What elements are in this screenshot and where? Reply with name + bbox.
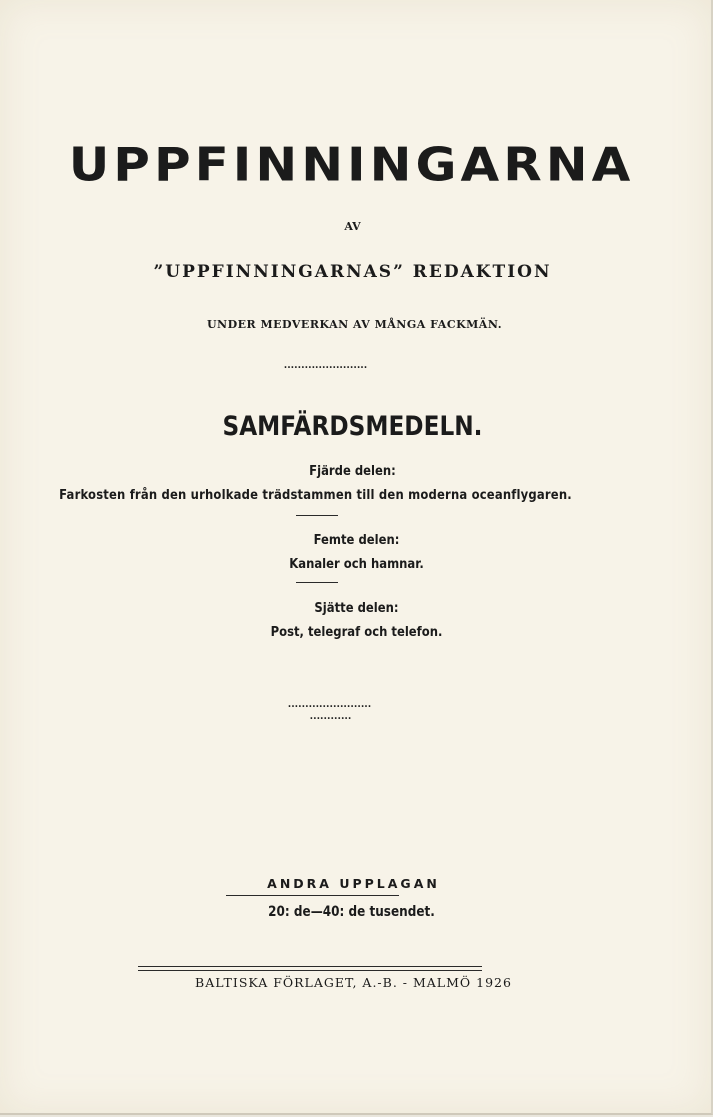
edition-underline xyxy=(226,895,399,896)
part-4-title: Farkosten från den urholkade trädstammen till den moderna oceanflygaren. xyxy=(59,487,572,503)
printing-run: 20: de—40: de tusendet. xyxy=(268,904,435,920)
subject-title: SAMFÄRDSMEDELN. xyxy=(222,411,483,442)
part-6-heading: Sjätte delen: xyxy=(314,600,399,616)
dotted-separator-bottom: ........................ xyxy=(287,699,372,710)
dotted-separator-bottom-short: ............ xyxy=(309,711,352,722)
by-line: AV xyxy=(344,220,361,233)
part-divider xyxy=(296,582,338,583)
edition-label: ANDRA UPPLAGAN xyxy=(267,876,440,891)
editorial-credit: ”UPPFINNINGARNAS” REDAKTION xyxy=(153,262,552,282)
book-title: UPPFINNINGARNA xyxy=(68,138,635,192)
publisher-rule-top xyxy=(138,966,482,967)
part-4-heading: Fjärde delen: xyxy=(309,463,396,479)
publisher-rule-bottom xyxy=(138,970,482,971)
part-5-heading: Femte delen: xyxy=(313,532,400,548)
part-5-title: Kanaler och hamnar. xyxy=(289,556,424,572)
part-6-title: Post, telegraf och telefon. xyxy=(270,624,443,640)
dotted-separator-top: ........................ xyxy=(283,360,368,371)
publisher-imprint: BALTISKA FÖRLAGET, A.-B. - MALMÖ 1926 xyxy=(195,975,512,990)
part-divider xyxy=(296,515,338,516)
contributors-note: UNDER MEDVERKAN AV MÅNGA FACKMÄN. xyxy=(206,318,503,331)
